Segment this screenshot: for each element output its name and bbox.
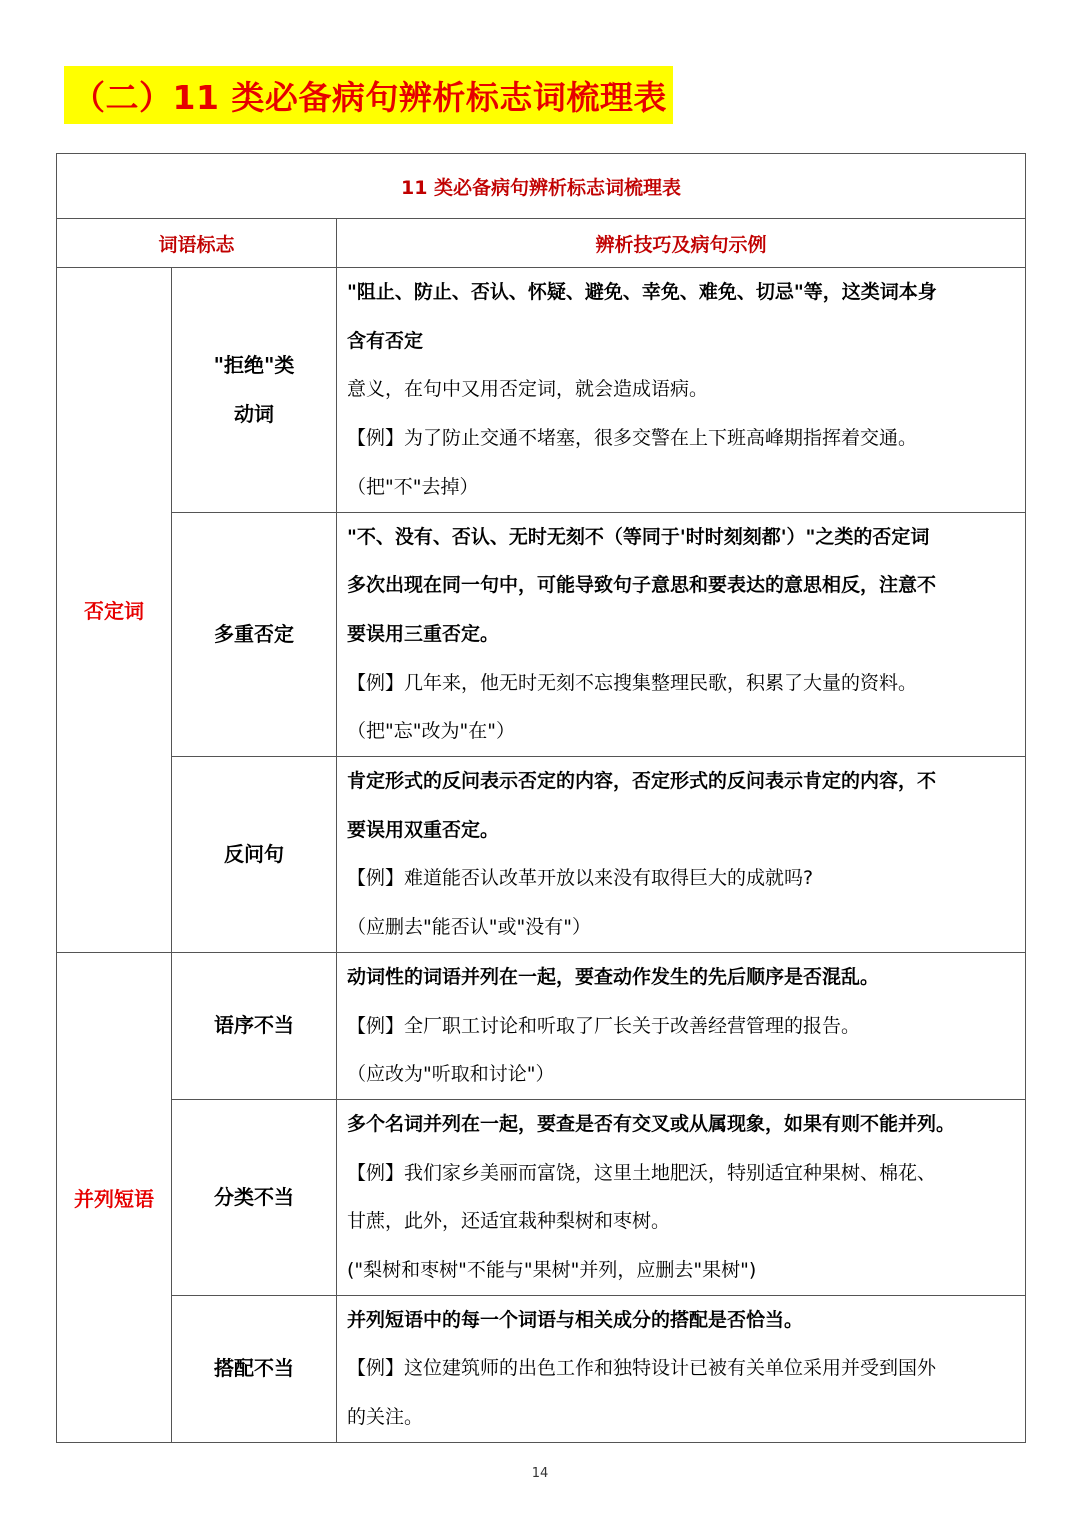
correction-text: （应改为"听取和讨论"） xyxy=(347,1063,555,1086)
table-row xyxy=(57,1295,1026,1442)
correction-text: （把"忘"改为"在"） xyxy=(347,720,515,743)
rule-text: 多个名词并列在一起，要查是否有交叉或从属现象，如果有则不能并列。 xyxy=(347,1112,956,1135)
example-text: 甘蔗，此外，还适宜栽种梨树和枣树。 xyxy=(347,1210,671,1233)
sub-label-rhetorical-question: 反问句 xyxy=(172,757,337,953)
content-word-order xyxy=(337,952,1026,1099)
sub-label-classification: 分类不当 xyxy=(172,1099,337,1295)
table-row xyxy=(57,512,1026,757)
heading-highlight xyxy=(64,66,673,124)
content-collocation xyxy=(337,1295,1026,1442)
rule-text: 要误用三重否定。 xyxy=(347,622,500,645)
content-refusal-verbs xyxy=(337,268,1026,513)
header-technique-examples: 辨析技巧及病句示例 xyxy=(337,219,1026,268)
rule-text: 多次出现在同一句中，可能导致句子意思和要表达的意思相反，注意不 xyxy=(347,574,937,597)
table-caption-row xyxy=(57,154,1026,219)
rule-text: 意义，在句中又用否定词，就会造成语病。 xyxy=(347,378,709,401)
category-coordinate-phrase: 并列短语 xyxy=(57,952,172,1442)
example-text: 【例】为了防止交通不堵塞，很多交警在上下班高峰期指挥着交通。 xyxy=(347,427,918,450)
sub-label-line: "拒绝"类 xyxy=(213,352,295,377)
sub-label-refusal-verbs xyxy=(172,268,337,513)
example-text: 【例】这位建筑师的出色工作和独特设计已被有关单位采用并受到国外 xyxy=(347,1357,937,1380)
example-text: 【例】难道能否认改革开放以来没有取得巨大的成就吗? xyxy=(347,867,814,890)
sub-label-multiple-negation: 多重否定 xyxy=(172,512,337,757)
content-multiple-negation xyxy=(337,512,1026,757)
rule-text: 要误用双重否定。 xyxy=(347,818,500,841)
example-text: 【例】全厂职工讨论和听取了厂长关于改善经营管理的报告。 xyxy=(347,1014,861,1037)
rule-text: 肯定形式的反问表示否定的内容，否定形式的反问表示肯定的内容，不 xyxy=(347,770,937,793)
correction-text: （应删去"能否认"或"没有"） xyxy=(347,916,591,939)
table-row xyxy=(57,952,1026,1099)
category-negation: 否定词 xyxy=(57,268,172,953)
page-heading: （二）11 类必备病句辨析标志词梳理表 xyxy=(72,77,667,117)
table-row xyxy=(57,757,1026,953)
rule-text: "不、没有、否认、无时无刻不（等同于'时时刻刻都'）"之类的否定词 xyxy=(347,525,930,548)
rule-text: 并列短语中的每一个词语与相关成分的搭配是否恰当。 xyxy=(347,1308,804,1331)
table-header-row xyxy=(57,219,1026,268)
table-caption: 11 类必备病句辨析标志词梳理表 xyxy=(57,154,1026,219)
example-text: 【例】我们家乡美丽而富饶，这里土地肥沃，特别适宜种果树、棉花、 xyxy=(347,1161,937,1184)
header-marker-words: 词语标志 xyxy=(57,219,337,268)
rule-text: 含有否定 xyxy=(347,329,424,352)
content-rhetorical-question xyxy=(337,757,1026,953)
rule-text: "阻止、防止、否认、怀疑、避免、幸免、难免、切忌"等，这类词本身 xyxy=(347,281,937,303)
correction-text: （把"不"去掉） xyxy=(347,475,479,498)
example-text: 的关注。 xyxy=(347,1406,424,1429)
table-row xyxy=(57,268,1026,513)
content-classification xyxy=(337,1099,1026,1295)
correction-text: ("梨树和枣树"不能与"果树"并列，应删去"果树") xyxy=(347,1259,757,1282)
sub-label-collocation: 搭配不当 xyxy=(172,1295,337,1442)
example-text: 【例】几年来，他无时无刻不忘搜集整理民歌，积累了大量的资料。 xyxy=(347,671,918,694)
marker-word-table xyxy=(56,153,1026,1443)
table-row xyxy=(57,1099,1026,1295)
page-number: 14 xyxy=(531,1466,549,1481)
rule-text: 动词性的词语并列在一起，要查动作发生的先后顺序是否混乱。 xyxy=(347,965,880,988)
sub-label-line: 动词 xyxy=(234,401,274,426)
sub-label-word-order: 语序不当 xyxy=(172,952,337,1099)
